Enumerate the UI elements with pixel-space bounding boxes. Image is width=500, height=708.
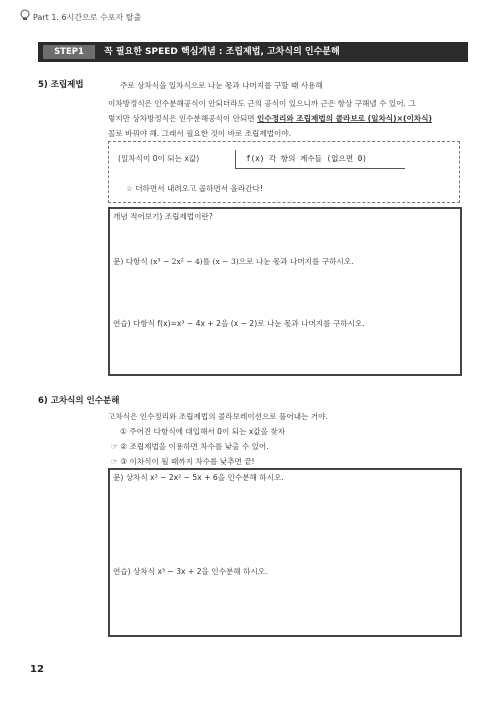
section5-line3-plain: 렇지만 상차방정식은 인수분해공식이 안되면	[108, 114, 258, 123]
section5-practice: 연습) 다항식 f(x)=x³ − 4x + 2을 (x − 2)로 나눈 몫과 나머지를 구하시오.	[113, 319, 365, 328]
section6-practice: 연습) 상차식 x³ − 3x + 2을 인수분해 하시오.	[113, 567, 268, 576]
concept-answer-box	[108, 207, 462, 376]
section6-question: 문) 상차식 x³ − 2x² − 5x + 6을 인수분해 하시오.	[113, 473, 284, 482]
section5-line3	[108, 113, 432, 124]
section6-heading: 6) 고차식의 인수분해	[38, 396, 120, 406]
division-divider-horizontal	[235, 168, 405, 169]
lightbulb-icon	[19, 9, 31, 21]
step-title: 꼭 필요한 SPEED 핵심개념 : 조립제법, 고차식의 인수분해	[104, 47, 340, 57]
section5-line4: 꼴로 바꿔야 해. 그래서 필요한 것이 바로 조립제법이야.	[108, 129, 292, 138]
part-header: Part 1. 6시간으로 수포자 탈출	[33, 13, 142, 22]
hint-right-label: f(x) 각 항의 계수들 (없으면 0)	[246, 154, 367, 163]
section5-line1: 주로 상차식을 일차식으로 나눈 몫과 나머지를 구할 때 사용해	[120, 81, 323, 90]
step-tag: STEP1	[43, 45, 95, 59]
section5-line3-emphasis: 인수정리와 조립제법의 콜라보로 (일차식)×(이차식)	[257, 114, 432, 123]
section5-line2: 이차방정식은 인수분해공식이 안되더라도 근의 공식이 있으니까 근은 항상 구해낼 수 있어. 그	[108, 99, 416, 108]
division-divider-vertical	[235, 150, 236, 168]
page-number: 12	[30, 664, 44, 675]
concept-box-title: 개념 적어보기) 조립제법이란?	[113, 212, 213, 221]
section6-step3: ☞ ③ 이차식이 될 때까지 차수를 낮추면 끝!	[111, 457, 255, 466]
hint-left-label: (일차식이 0이 되는 x값)	[118, 154, 200, 163]
hint-bottom-label: ☆ 더하면서 내려오고 곱하면서 올라간다!	[126, 184, 263, 193]
section6-step2: ☞ ② 조립제법을 이용하면 차수를 낮출 수 있어.	[111, 442, 269, 451]
factorization-answer-box	[108, 468, 462, 637]
section5-heading: 5) 조립제법	[38, 80, 84, 90]
section6-intro: 고차식은 인수정리와 조립제법의 콜라보레이션으로 풀어내는 거야.	[108, 412, 328, 421]
section6-step1: ① 주어진 다항식에 대입해서 0이 되는 x값을 찾자	[120, 427, 286, 436]
section5-question: 문) 다항식 (x³ − 2x² − 4)를 (x − 3)으로 나눈 몫과 나머지를 구하시오.	[113, 257, 354, 266]
